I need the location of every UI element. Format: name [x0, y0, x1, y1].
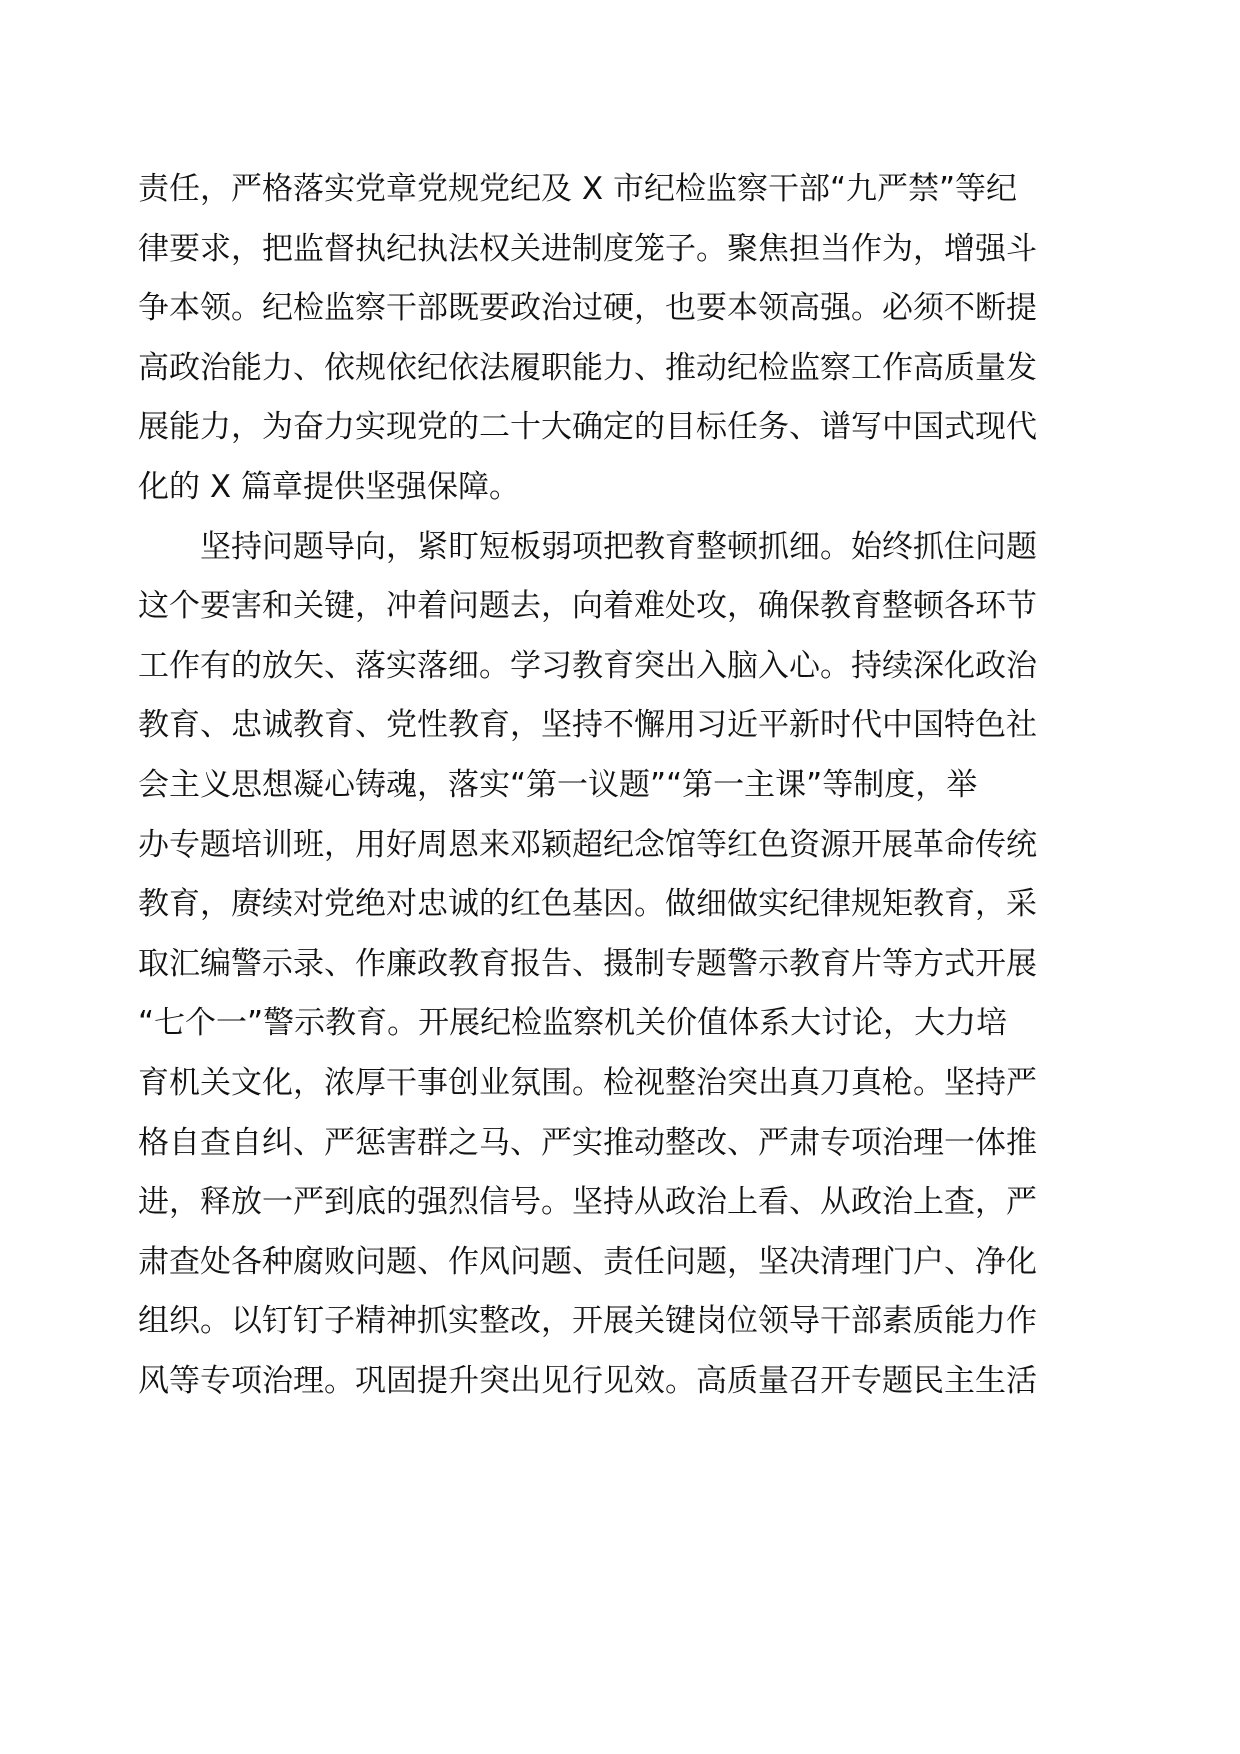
text-line: 责任，严格落实党章党规党纪及 X 市纪检监察干部“九严禁”等纪 [138, 171, 1018, 207]
text-line: 办专题培训班，用好周恩来邓颖超纪念馆等红色资源开展革命传统 [138, 826, 1037, 863]
document-page [138, 160, 1037, 1411]
text-line: 育机关文化，浓厚干事创业氛围。检视整治突出真刀真枪。坚持严 [138, 1064, 1037, 1101]
text-line: 风等专项治理。巩固提升突出见行见效。高质量召开专题民主生活 [138, 1362, 1037, 1399]
text-line: 进，释放一严到底的强烈信号。坚持从政治上看、从政治上查，严 [138, 1184, 1037, 1221]
text-line: “七个一”警示教育。开展纪检监察机关价值体系大讨论，大力培 [138, 1005, 1008, 1042]
text-line: 取汇编警示录、作廉政教育报告、摄制专题警示教育片等方式开展 [138, 945, 1037, 982]
text-line: 格自查自纠、严惩害群之马、严实推动整改、严肃专项治理一体推 [138, 1124, 1037, 1161]
text-line: 教育、忠诚教育、党性教育，坚持不懈用习近平新时代中国特色社 [138, 707, 1037, 744]
text-line: 高政治能力、依规依纪依法履职能力、推动纪检监察工作高质量发 [138, 349, 1037, 386]
text-line: 争本领。纪检监察干部既要政治过硬，也要本领高强。必须不断提 [138, 290, 1037, 327]
text-line: 会主义思想凝心铸魂，落实“第一议题”“第一主课”等制度，举 [138, 766, 978, 803]
text-line: 肃查处各种腐败问题、作风问题、责任问题，坚决清理门户、净化 [138, 1243, 1037, 1280]
text-line: 化的 X 篇章提供坚强保障。 [138, 468, 520, 505]
paragraph-2 [138, 518, 1037, 1412]
text-line: 律要求，把监督执纪执法权关进制度笼子。聚焦担当作为，增强斗 [138, 230, 1037, 267]
paragraph-1 [138, 160, 1037, 518]
text-line: 组织。以钉钉子精神抓实整改，开展关键岗位领导干部素质能力作 [138, 1303, 1037, 1340]
text-line: 这个要害和关键，冲着问题去，向着难处攻，确保教育整顿各环节 [138, 588, 1037, 625]
text-line: 工作有的放矢、落实落细。学习教育突出入脑入心。持续深化政治 [138, 647, 1037, 684]
text-line: 展能力，为奋力实现党的二十大确定的目标任务、谱写中国式现代 [138, 409, 1037, 446]
text-line: 教育，赓续对党绝对忠诚的红色基因。做细做实纪律规矩教育，采 [138, 886, 1037, 923]
text-line: 坚持问题导向，紧盯短板弱项把教育整顿抓细。始终抓住问题 [200, 528, 1037, 565]
